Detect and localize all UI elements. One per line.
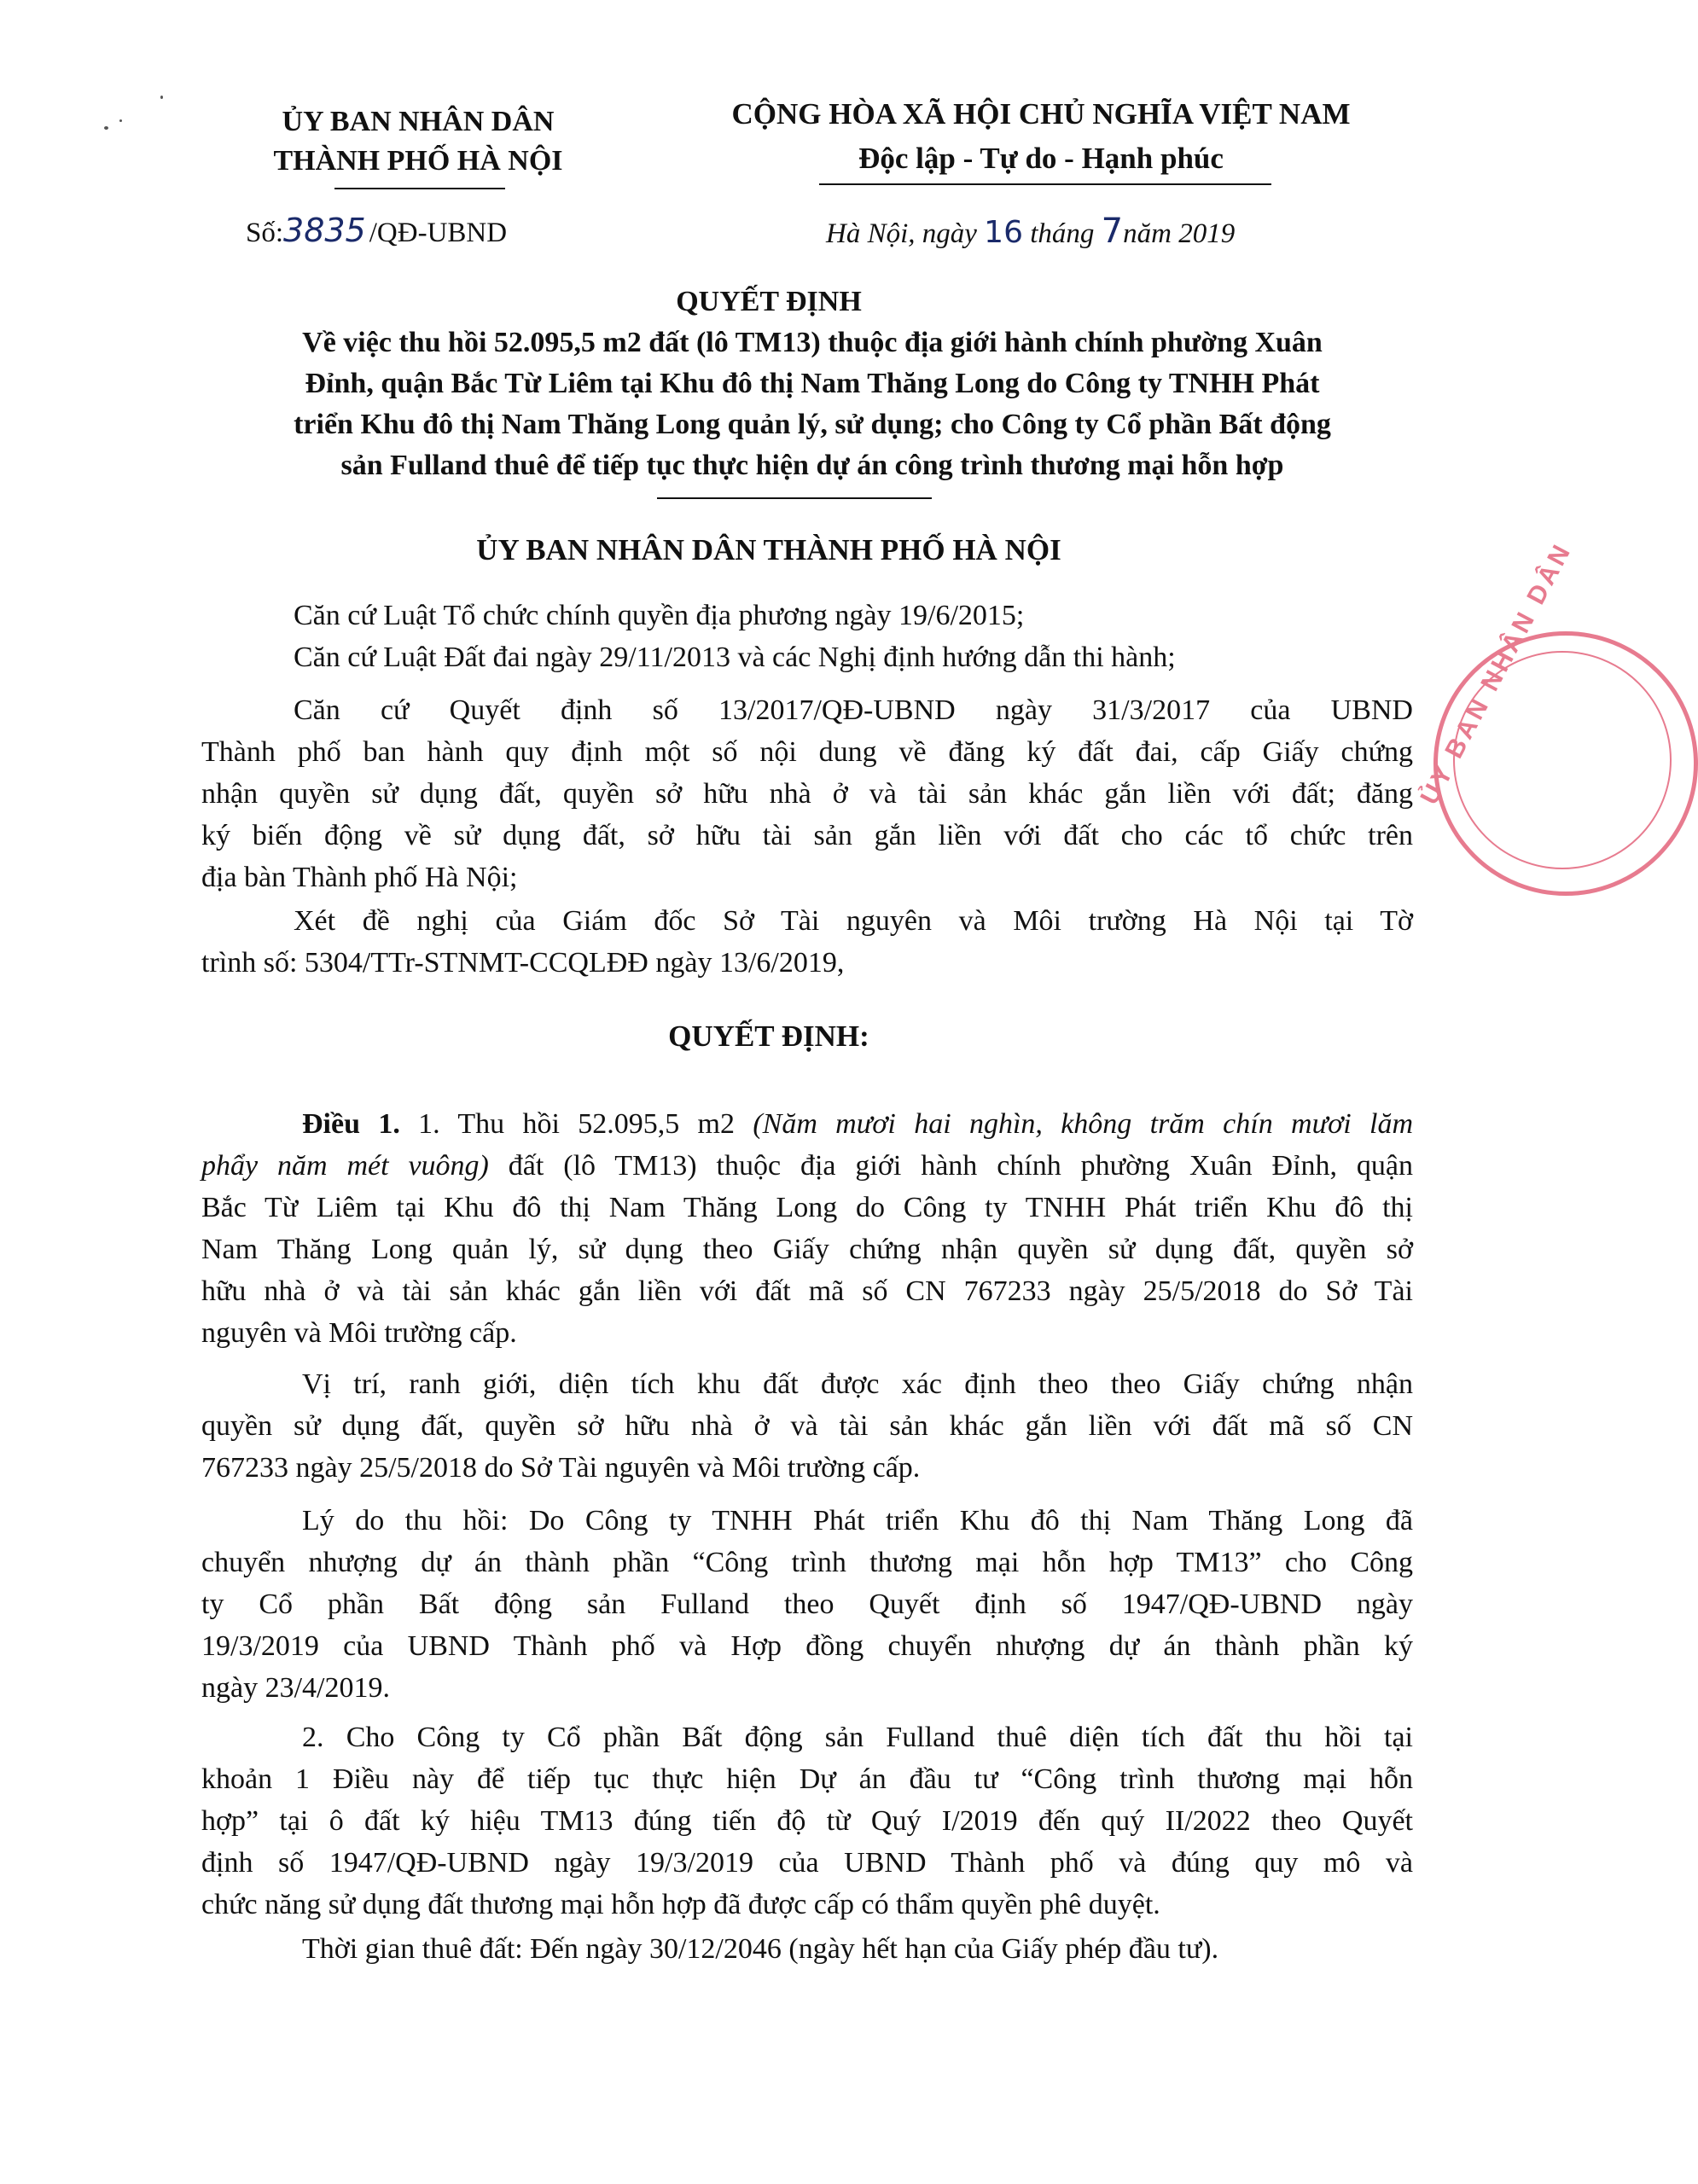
issuer-line-2: THÀNH PHỐ HÀ NỘI [273,145,563,177]
text-line: 767233 ngày 25/5/2018 do Sở Tài nguyên và Môi trường cấp. [201,1452,921,1484]
text-line: địa bàn Thành phố Hà Nội; [201,862,518,893]
number-prefix: Số: [246,218,284,248]
text-line: chuyển nhượng dự án thành phần “Công trình thương mại hỗn hợp TM13” cho Công [201,1547,1413,1578]
text-line: Nam Thăng Long quản lý, sử dụng theo Giấy chứng nhận quyền sử dụng đất, quyền sở [201,1234,1413,1265]
issuer-underline [334,188,505,189]
preamble-item [201,900,1413,984]
national-title: CỘNG HÒA XÃ HỘI CHỦ NGHĨA VIỆT NAM [731,97,1351,131]
document-type-heading: QUYẾT ĐỊNH [676,286,862,317]
scan-speck [160,96,163,99]
subject-line: triển Khu đô thị Nam Thăng Long quản lý, sử dụng; cho Công ty Cổ phần Bất động [294,409,1331,440]
date-suffix: năm 2019 [1123,218,1236,249]
text-line [201,1103,1413,1145]
area-in-words: (Năm mươi hai nghìn, không trăm chín mươi lăm [753,1108,1414,1140]
area-in-words: phẩy năm mét vuông) [201,1150,489,1182]
text-line: Thành phố ban hành quy định một số nội dung về đăng ký đất đai, cấp Giấy chứng [201,736,1413,768]
location-paragraph [201,1363,1413,1489]
document-subject [198,322,1427,486]
text-line [201,1145,1413,1187]
text-line: Căn cứ Quyết định số 13/2017/QĐ-UBND ngày 31/3/2017 của UBND [294,694,1413,726]
text-line: Vị trí, ranh giới, diện tích khu đất được xác định theo theo Giấy chứng nhận [302,1368,1413,1400]
subject-line: Về việc thu hồi 52.095,5 m2 đất (lô TM13) thuộc địa giới hành chính phường Xuân [302,327,1323,358]
article-text: 1. Thu hồi 52.095,5 m2 [418,1108,735,1140]
text-line: Bắc Từ Liêm tại Khu đô thị Nam Thăng Long do Công ty TNHH Phát triển Khu đô thị [201,1192,1413,1223]
handwritten-number: 3835 [283,212,366,249]
decision-heading: QUYẾT ĐỊNH: [668,1019,869,1053]
text-line: quyền sử dụng đất, quyền sở hữu nhà ở và tài sản khác gắn liền với đất mã số CN [201,1410,1413,1442]
date-month-label: tháng [1030,218,1095,249]
article-text: đất (lô TM13) thuộc địa giới hành chính phường Xuân Đỉnh, quận [508,1150,1414,1182]
reason-paragraph [201,1500,1413,1709]
article-1 [201,1103,1413,1354]
preamble-item: Căn cứ Luật Tổ chức chính quyền địa phương ngày 19/6/2015; [294,600,1025,631]
issuer-block [222,102,614,181]
scan-speck [119,119,122,122]
handwritten-day: 16 [984,215,1023,250]
issue-date [826,212,1235,251]
national-motto: Độc lập - Tự do - Hạnh phúc [858,142,1224,175]
text-line: 19/3/2019 của UBND Thành phố và Hợp đồng chuyển nhượng dự án thành phần ký [201,1630,1413,1662]
text-line: ty Cổ phần Bất động sản Fulland theo Quyết định số 1947/QĐ-UBND ngày [201,1589,1413,1620]
text-line: khoản 1 Điều này để tiếp tục thực hiện Dự án đầu tư “Công trình thương mại hỗn [201,1763,1413,1795]
lease-paragraph [201,1716,1413,1926]
scan-speck [104,126,108,130]
text-line: ngày 23/4/2019. [201,1672,390,1704]
text-line: nhận quyền sử dụng đất, quyền sở hữu nhà ở và tài sản khác gắn liền với đất; đăng [201,778,1413,810]
handwritten-month: 7 [1101,212,1124,251]
issuer-line-1: ỦY BAN NHÂN DÂN [282,106,555,137]
text-line: nguyên và Môi trường cấp. [201,1317,517,1349]
national-motto-block [700,92,1382,181]
text-line: định số 1947/QĐ-UBND ngày 19/3/2019 của UBND Thành phố và đúng quy mô và [201,1847,1413,1879]
preamble-item [201,689,1413,898]
text-line: 2. Cho Công ty Cổ phần Bất động sản Fulland thuê diện tích đất thu hồi tại [302,1722,1413,1753]
date-prefix: Hà Nội, ngày [826,218,977,249]
motto-underline [819,183,1271,185]
text-line: chức năng sử dụng đất thương mại hỗn hợp đã được cấp có thẩm quyền phê duyệt. [201,1889,1160,1920]
text-line: Xét đề nghị của Giám đốc Sở Tài nguyên và Môi trường Hà Nội tại Tờ [294,905,1413,937]
text-line: Lý do thu hồi: Do Công ty TNHH Phát triển Khu đô thị Nam Thăng Long đã [302,1505,1413,1536]
document-number [246,212,507,249]
number-suffix: /QĐ-UBND [369,218,508,248]
subject-underline [657,497,932,499]
subject-line: Đỉnh, quận Bắc Từ Liêm tại Khu đô thị Nam Thăng Long do Công ty TNHH Phát [305,368,1320,399]
seal-text: ỦY BAN NHÂN DÂN [1415,537,1578,810]
text-line: hợp” tại ô đất ký hiệu TM13 đúng tiến độ từ Quý I/2019 đến quý II/2022 theo Quyết [201,1805,1413,1837]
text-line: hữu nhà ở và tài sản khác gắn liền với đất mã số CN 767233 ngày 25/5/2018 do Sở Tài [201,1275,1413,1307]
lease-term: Thời gian thuê đất: Đến ngày 30/12/2046 (ngày hết hạn của Giấy phép đầu tư). [302,1933,1219,1965]
article-label: Điều 1. [302,1108,400,1140]
subject-line: sản Fulland thuê để tiếp tục thực hiện dự án công trình thương mại hỗn hợp [340,450,1284,481]
authority-heading: ỦY BAN NHÂN DÂN THÀNH PHỐ HÀ NỘI [476,533,1061,566]
text-line: trình số: 5304/TTr-STNMT-CCQLĐĐ ngày 13/6/2019, [201,947,845,979]
text-line: ký biến động về sử dụng đất, sở hữu tài sản gắn liền với đất cho các tổ chức trên [201,820,1413,851]
official-seal [1415,537,1698,896]
preamble-item: Căn cứ Luật Đất đai ngày 29/11/2013 và các Nghị định hướng dẫn thi hành; [294,642,1176,673]
